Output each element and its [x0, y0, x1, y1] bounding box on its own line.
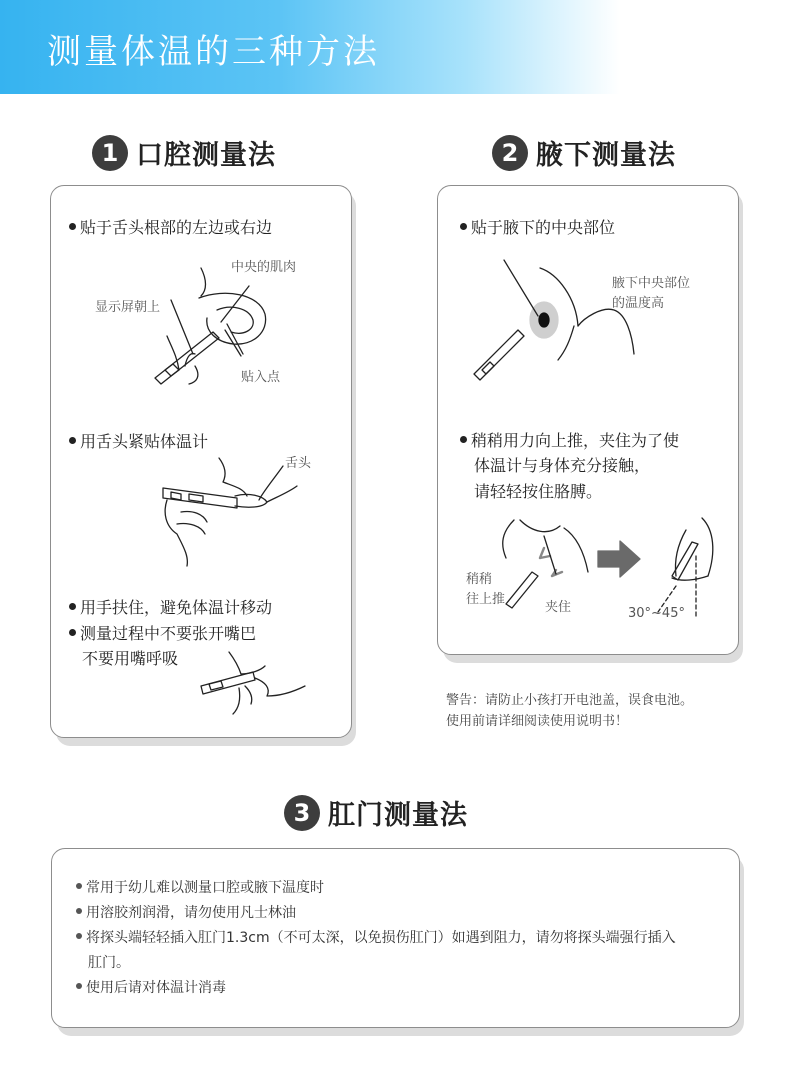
- oral-mouth-illustration: [141, 266, 281, 386]
- caption-push-b: 往上推: [466, 592, 506, 607]
- oral-hold-illustration: [199, 648, 311, 718]
- rectal-item-3-cont: 肛门。: [88, 955, 130, 971]
- oral-step-3: 用手扶住，避免体温计移动: [69, 596, 272, 620]
- oral-panel: [50, 185, 352, 738]
- push-illustration: [492, 518, 602, 610]
- oral-step-2: 用舌头紧贴体温计: [69, 430, 208, 454]
- caption-higher-temp: 的温度高: [612, 296, 665, 311]
- axillary-step-1: 贴于腋下的中央部位: [460, 216, 615, 240]
- section-title: 腋下测量法: [536, 140, 676, 171]
- axillary-step-2: 稍稍用力向上推，夹住为了使: [460, 429, 679, 453]
- caption-armpit-center: 腋下中央部位: [612, 276, 691, 291]
- page-title: 测量体温的三种方法: [47, 32, 380, 72]
- section-number-badge: 1: [92, 135, 128, 171]
- rectal-item-2: 用溶胶剂润滑，请勿使用凡士林油: [76, 902, 296, 924]
- axillary-panel: [437, 185, 739, 655]
- section-title: 口腔测量法: [136, 140, 276, 171]
- axillary-step-2-cont: 体温计与身体充分接触，: [474, 456, 651, 475]
- caption-screen-up: 显示屏朝上: [95, 300, 161, 315]
- caption-angle: 30°~45°: [628, 606, 685, 621]
- warning-line-2: 使用前请详细阅读使用说明书！: [446, 714, 629, 729]
- rectal-item-4: 使用后请对体温计消毒: [76, 977, 226, 999]
- oral-step-1: 贴于舌头根部的左边或右边: [69, 216, 272, 240]
- armpit-illustration: [474, 266, 644, 386]
- rectal-item-3: 将探头端轻轻插入肛门1.3cm（不可太深，以免损伤肛门）如遇到阻力，请勿将探头端强行插入: [76, 927, 676, 949]
- arrow-right-icon: [598, 541, 640, 577]
- clamp-illustration: [652, 516, 722, 616]
- section-oral-heading: [92, 133, 276, 172]
- section-rectal-heading: [284, 793, 468, 832]
- section-number-badge: 3: [284, 795, 320, 831]
- caption-clamp: 夹住: [545, 600, 572, 615]
- section-axillary-heading: [492, 133, 676, 172]
- rectal-panel: [51, 848, 740, 1028]
- caption-muscle: 中央的肌肉: [231, 260, 297, 275]
- oral-step-4: 测量过程中不要张开嘴巴: [69, 622, 256, 646]
- section-number-badge: 2: [492, 135, 528, 171]
- header-banner: [0, 0, 620, 94]
- caption-push-a: 稍稍: [466, 572, 493, 587]
- section-title: 肛门测量法: [328, 800, 468, 831]
- caption-insert-point: 贴入点: [241, 370, 281, 385]
- oral-tongue-illustration: [163, 456, 313, 566]
- caption-tongue: 舌头: [285, 456, 312, 471]
- axillary-step-2-cont: 请轻轻按住胳膊。: [474, 482, 603, 501]
- oral-step-4-cont: 不要用嘴呼吸: [82, 649, 179, 668]
- rectal-item-1: 常用于幼儿难以测量口腔或腋下温度时: [76, 877, 324, 899]
- warning-line-1: 警告：请防止小孩打开电池盖，误食电池。: [446, 693, 694, 708]
